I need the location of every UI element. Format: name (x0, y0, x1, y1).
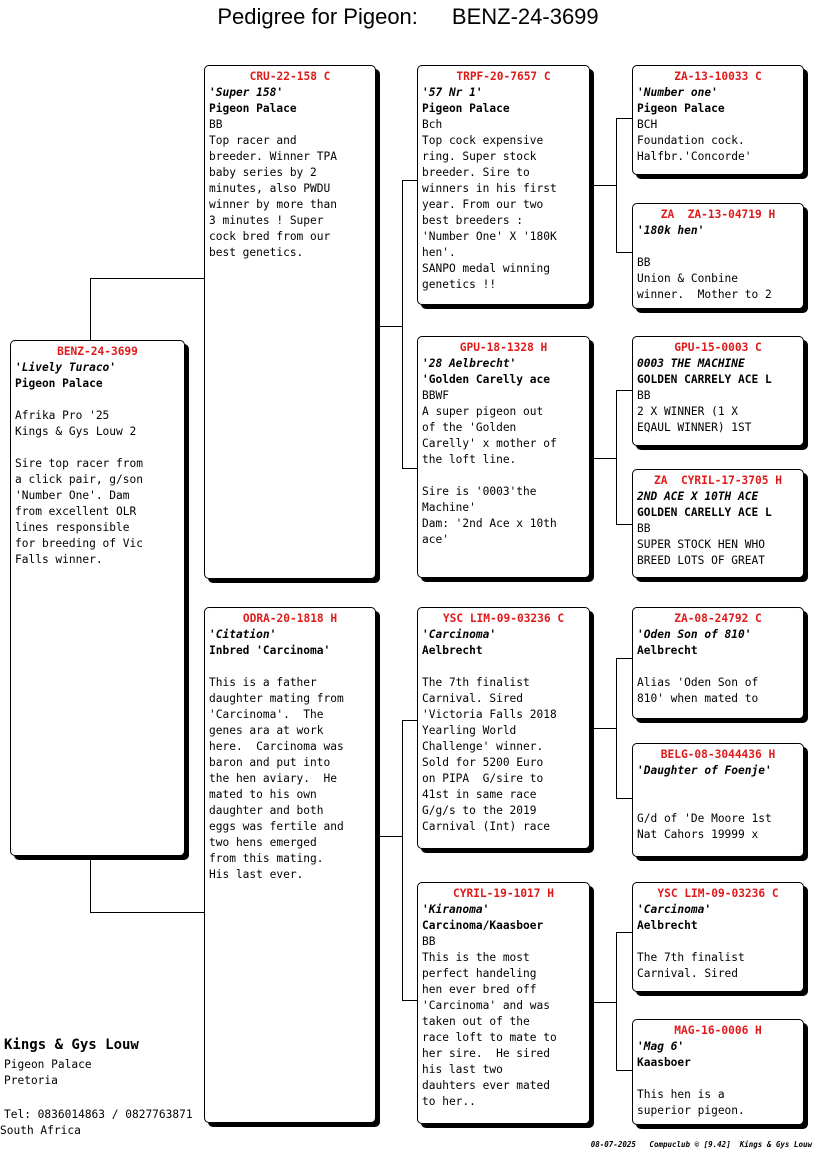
ring-number: ZA CYRIL-17-3705 H (654, 474, 782, 487)
connector (90, 912, 204, 913)
pedigree-card-dam-dam (417, 882, 590, 1124)
connector (616, 932, 617, 1070)
owner: 'Golden Carelly ace (422, 373, 550, 386)
notes: The 7th finalist Carnival. Sired (637, 951, 745, 980)
pedigree-card-dam-sire-dam (632, 743, 804, 857)
connector (376, 326, 402, 327)
pigeon-name: 'Super 158' (209, 86, 284, 99)
owner: GOLDEN CARELLY ACE L (637, 506, 772, 519)
pedigree-card-sire-dam-sire (632, 336, 804, 446)
breeder-info (4, 1035, 139, 1089)
notes: The 7th finalist Carnival. Sired 'Victoria Falls 2018 Yearling World Challenge' winner. Sold for 5200 Euro on PIPA G/sire to 41st in same race G/g/s to the 2019 Carnival (Int) race (422, 676, 557, 833)
pedigree-card-dam-dam-dam (632, 1019, 804, 1125)
ring-number: ZA-08-24792 C (674, 612, 762, 625)
connector (90, 278, 91, 340)
ring-number: GPU-15-0003 C (674, 341, 762, 354)
connector (402, 180, 403, 468)
connector (590, 1002, 616, 1003)
ring-number: TRPF-20-7657 C (456, 70, 551, 83)
pedigree-card-sire-sire (417, 65, 590, 305)
ring-number: YSC LIM-09-03236 C (442, 612, 565, 625)
pedigree-card-sire-sire-dam (632, 203, 804, 309)
notes: Alias 'Oden Son of 810' when mated to (637, 676, 759, 705)
connector (616, 798, 632, 799)
colour: BB (209, 118, 223, 131)
page-title (0, 4, 816, 30)
owner: Pigeon Palace (15, 377, 103, 390)
pigeon-name: 0003 THE MACHINE (637, 357, 745, 370)
pedigree-card-sire-sire-sire (632, 65, 804, 175)
connector (616, 1070, 632, 1071)
connector (402, 1000, 417, 1001)
pigeon-name: '180k hen' (637, 224, 705, 237)
connector (590, 185, 616, 186)
colour: BBWF (422, 389, 449, 402)
connector (590, 458, 616, 459)
pedigree-card-sire-dam (417, 336, 590, 578)
connector (616, 390, 617, 524)
pedigree-card-dam-dam-sire (632, 882, 804, 992)
owner: Aelbrecht (422, 644, 483, 657)
breeder-name: Kings & Gys Louw (4, 1037, 139, 1053)
notes: Top cock expensive ring. Super stock breeder. Sire to winners in his first year. From our two best breeders : 'Number One' X '180K hen'. SANPO medal winning genetics !! (422, 134, 557, 291)
owner: Kaasboer (637, 1056, 691, 1069)
connector (616, 390, 632, 391)
notes: BB Union & Conbine winner. Mother to 2 (637, 256, 772, 301)
pedigree-card-sire-dam-dam (632, 469, 804, 578)
pigeon-name: 'Daughter of Foenje' (637, 764, 772, 777)
ring-number: GPU-18-1328 H (459, 341, 548, 354)
ring-number: ODRA-20-1818 H (242, 612, 338, 625)
notes: This is the most perfect handeling hen ever bred off 'Carcinoma' and was taken out of the race loft to mate to her sire. He sired his last two dauhters ever mated to her.. (422, 951, 557, 1108)
ring-number: ZA-13-10033 C (674, 70, 762, 83)
connector (402, 720, 417, 721)
pedigree-card-sire (204, 65, 376, 579)
pigeon-name: 'Number one' (637, 86, 718, 99)
colour: Bch (422, 118, 443, 131)
connector (616, 252, 632, 253)
ring-number: BENZ-24-3699 (57, 345, 138, 358)
pigeon-name: 'Mag 6' (637, 1040, 685, 1053)
owner: Pigeon Palace (209, 102, 297, 115)
pigeon-name: 'Oden Son of 810' (637, 628, 752, 641)
owner: Pigeon Palace (422, 102, 510, 115)
colour: BB (637, 389, 651, 402)
ring-number: CRU-22-158 C (249, 70, 331, 83)
notes: G/d of 'De Moore 1st Nat Cahors 19999 x (637, 812, 772, 841)
owner: Pigeon Palace (637, 102, 725, 115)
pedigree-card-dam-sire (417, 607, 590, 849)
connector (616, 658, 617, 798)
telephone: Tel: 0836014863 / 0827763871 (4, 1108, 193, 1121)
pigeon-name: 'Carcinoma' (637, 903, 712, 916)
connector (376, 836, 402, 837)
connector (402, 468, 417, 469)
title-ring: BENZ-24-3699 (451, 4, 599, 29)
notes: This is a father daughter mating from 'Carcinoma'. The genes ara at work here. Carcinoma was baron and put into the hen aviary. He mated to his own daughter and both eggs was fertile and two hens emerged from this mating. His last ever. (209, 676, 344, 881)
connector (590, 728, 616, 729)
ring-number: YSC LIM-09-03236 C (657, 887, 779, 900)
connector (616, 118, 617, 252)
owner: Aelbrecht (637, 644, 698, 657)
notes: This hen is a superior pigeon. (637, 1088, 745, 1117)
pedigree-card-dam (204, 607, 376, 1123)
connector (402, 180, 417, 181)
connector (90, 278, 204, 279)
pigeon-name: 'Kiranoma' (422, 903, 490, 916)
loft-name: Pigeon Palace (4, 1058, 92, 1071)
connector (402, 720, 403, 1000)
title-label: Pedigree for Pigeon: (217, 4, 418, 29)
pigeon-name: 2ND ACE X 10TH ACE (637, 490, 759, 503)
country: South Africa (0, 1124, 81, 1137)
ring-number: ZA ZA-13-04719 H (660, 208, 776, 221)
pigeon-name: '57 Nr 1' (422, 86, 483, 99)
owner: Inbred 'Carcinoma' (209, 644, 331, 657)
colour: BB (422, 935, 436, 948)
pedigree-card-dam-sire-sire (632, 607, 804, 719)
notes: SUPER STOCK HEN WHO BREED LOTS OF GREAT (637, 538, 765, 567)
connector (90, 856, 91, 912)
connector (616, 524, 632, 525)
ring-number: BELG-08-3044436 H (660, 748, 776, 761)
notes: 2 X WINNER (1 X EQAUL WINNER) 1ST (637, 405, 752, 434)
pigeon-name: 'Carcinoma' (422, 628, 497, 641)
connector (616, 118, 632, 119)
connector (616, 658, 632, 659)
ring-number: MAG-16-0006 H (674, 1024, 762, 1037)
ring-number: CYRIL-19-1017 H (452, 887, 555, 900)
city: Pretoria (4, 1074, 58, 1087)
notes: Foundation cock. Halfbr.'Concorde' (637, 134, 752, 163)
print-stamp: 08-07-2025 Compuclub © [9.42] Kings & Gys Louw (590, 1140, 812, 1149)
pigeon-name: '28 Aelbrecht' (422, 357, 517, 370)
notes: A super pigeon out of the 'Golden Carelly' x mother of the loft line. Sire is '0003'the Machine' Dam: '2nd Ace x 10th ace' (422, 405, 557, 546)
owner: Aelbrecht (637, 919, 698, 932)
notes: Afrika Pro '25 Kings & Gys Louw 2 Sire top racer from a click pair, g/son 'Number One'. Dam from excellent OLR lines responsible for breeding of Vic Falls winner. (15, 409, 143, 566)
colour: BB (637, 522, 651, 535)
pigeon-name: 'Citation' (209, 628, 277, 641)
pedigree-card-subject (10, 340, 185, 856)
pigeon-name: 'Lively Turaco' (15, 361, 117, 374)
owner: GOLDEN CARRELY ACE L (637, 373, 772, 386)
notes: Top racer and breeder. Winner TPA baby series by 2 minutes, also PWDU winner by more than 3 minutes ! Super cock bred from our best genetics. (209, 134, 337, 259)
colour: BCH (637, 118, 658, 131)
owner: Carcinoma/Kaasboer (422, 919, 544, 932)
connector (616, 932, 632, 933)
